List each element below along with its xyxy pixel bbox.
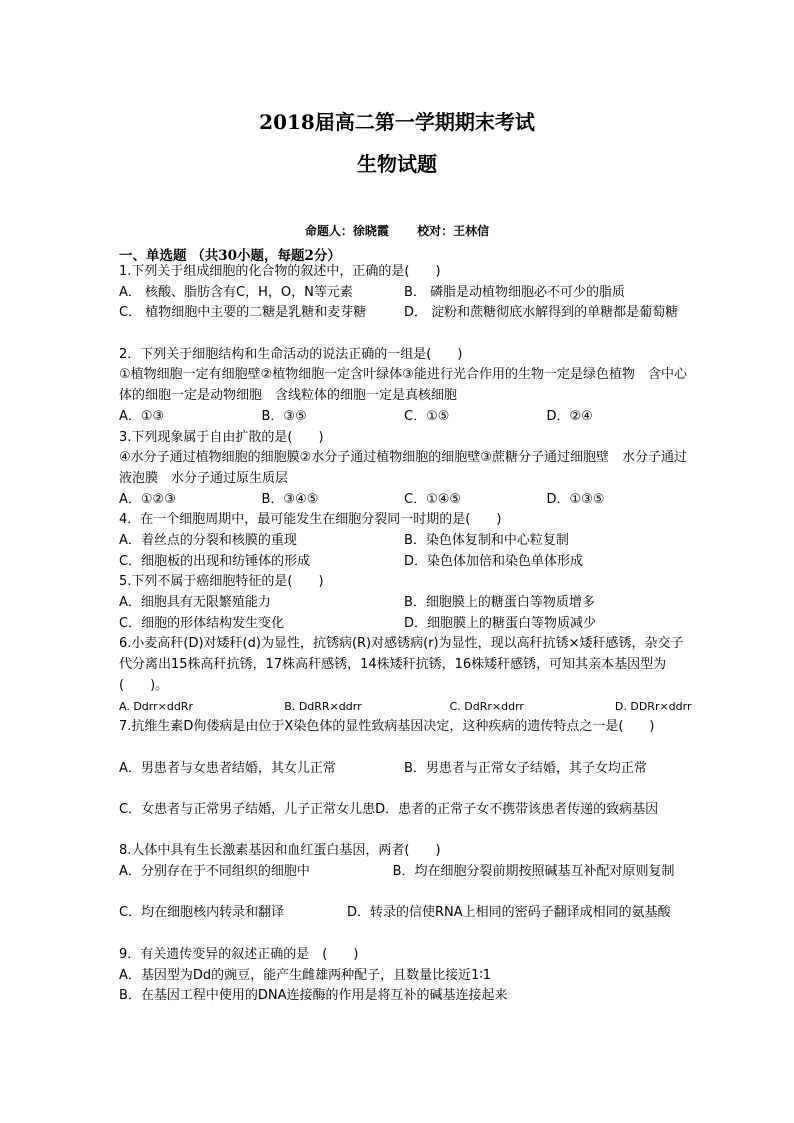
question-stem: 9．有关遗传变异的叙述正确的是 ( ): [119, 946, 359, 962]
option-a: A．分别存在于不同组织的细胞中: [119, 864, 310, 880]
exam-title: 2018届高二第一学期期末考试: [259, 110, 535, 134]
option-row: [119, 759, 689, 800]
option-d: D. DDRr×ddrr: [614, 699, 692, 713]
option-row: [119, 903, 689, 944]
option-d: D．①③⑤: [546, 491, 605, 507]
option-row: [119, 614, 689, 635]
option-row: [119, 283, 689, 304]
option-row: [119, 862, 689, 903]
option-a: A．男患者与女患者结婚，其女儿正常: [119, 760, 336, 776]
option-c: C． 植物细胞中主要的二糖是乳糖和麦芽糖: [119, 305, 367, 321]
question-stem: 2．下列关于细胞结构和生命活动的说法正确的一组是( ): [119, 346, 463, 362]
option-row: [119, 531, 689, 552]
option-a: A. Ddrr×ddRr: [119, 699, 193, 713]
option-a: A．着丝点的分裂和核膜的重现: [119, 532, 297, 548]
option-b: B. DdRR×ddrr: [284, 699, 362, 713]
option-c: C．①④⑤: [404, 491, 462, 507]
option-c: C．细胞的形体结构发生变化: [119, 615, 285, 631]
option-b: B．细胞膜上的糖蛋白等物质增多: [404, 595, 595, 611]
question-list: [119, 262, 692, 1007]
option-d: D．染色体加倍和染色单体形成: [404, 553, 584, 569]
author: 命题人：徐晓霞: [304, 224, 389, 238]
option-row: [119, 407, 689, 428]
exam-subtitle: 生物试题: [357, 152, 437, 176]
option-c: C．均在细胞核内转录和翻译: [119, 905, 285, 921]
option-row: [119, 697, 692, 718]
option-row: [119, 490, 689, 511]
question-stem: 1.下列关于组成细胞的化合物的叙述中，正确的是( ): [119, 264, 441, 279]
question-stem: 5.下列不属于癌细胞特征的是( ): [119, 574, 324, 590]
option-a: A．①③: [119, 408, 165, 424]
option-b: B．在基因工程中使用的DNA连接酶的作用是将互补的碱基连接起来: [119, 988, 508, 1004]
reviewer: 校对：王林信: [417, 224, 490, 238]
option-b: B．染色体复制和中心粒复制: [404, 532, 569, 548]
option-row: [119, 800, 689, 841]
question-stem: 4．在一个细胞周期中，最可能发生在细胞分裂同一时期的是( ): [119, 512, 502, 528]
author-line: [0, 222, 794, 239]
section-heading: 一、单选题 （共30小题，每题2分）: [119, 248, 341, 264]
option-a: A．基因型为Dd的豌豆，能产生雌雄两种配子，且数量比接近1∶1: [119, 967, 492, 983]
option-c: C．女患者与正常男子结婚，儿子正常女儿患: [119, 801, 376, 817]
question-stem: 7.抗维生素D佝偻病是由位于X染色体的显性致病基因决定，这种疾病的遗传特点之一是( ): [119, 719, 655, 735]
option-c: C. DdRr×ddrr: [449, 699, 524, 713]
option-d: D．患者的正常子女不携带该患者传递的致病基因: [375, 801, 659, 817]
option-a: A．细胞具有无限繁殖能力: [119, 595, 271, 611]
option-b: B．均在细胞分裂前期按照碱基互补配对原则复制: [392, 864, 675, 880]
question-stem: 6.小麦高秆(D)对矮秆(d)为显性，抗锈病(R)对感锈病(r)为显性，现以高秆抗锈×矮秆感锈，杂交子代分离出15株高秆抗锈，17株高秆感锈，14株矮秆抗锈，16株矮秆感锈，可知其亲本基因型为( )。: [119, 636, 684, 693]
option-row: [119, 593, 689, 614]
question-body: ④水分子通过植物细胞的细胞膜②水分子通过植物细胞的细胞壁③蔗糖分子通过细胞壁 水分子通过液泡膜 水分子通过原生质层: [119, 450, 687, 486]
question-stem: 8.人体中具有生长激素基因和血红蛋白基因，两者( ): [119, 843, 441, 859]
option-a: A．①②③: [119, 491, 176, 507]
option-d: D．②④: [546, 408, 593, 424]
option-b: B．③④⑤: [261, 491, 319, 507]
option-d: D．转录的信使RNA上相同的密码子翻译成相同的氨基酸: [347, 905, 671, 921]
option-d: D． 淀粉和蔗糖彻底水解得到的单糖都是葡萄糖: [404, 305, 679, 321]
option-c: C．①⑤: [404, 408, 450, 424]
option-b: B． 磷脂是动植物细胞必不可少的脂质: [404, 284, 626, 300]
option-c: C．细胞板的出现和纺锤体的形成: [119, 553, 311, 569]
option-b: B．男患者与正常女子结婚，其子女均正常: [404, 760, 647, 776]
option-a: A． 核酸、脂肪含有C，H，O，N等元素: [119, 284, 353, 300]
option-d: D．细胞膜上的糖蛋白等物质减少: [404, 615, 597, 631]
option-b: B．③⑤: [261, 408, 307, 424]
question-stem: 3.下列现象属于自由扩散的是( ): [119, 429, 324, 445]
question-body: ①植物细胞一定有细胞壁②植物细胞一定含叶绿体③能进行光合作用的生物一定是绿色植物 含中心体的细胞一定是动物细胞 含线粒体的细胞一定是真核细胞: [119, 367, 687, 404]
option-row: [119, 552, 689, 573]
